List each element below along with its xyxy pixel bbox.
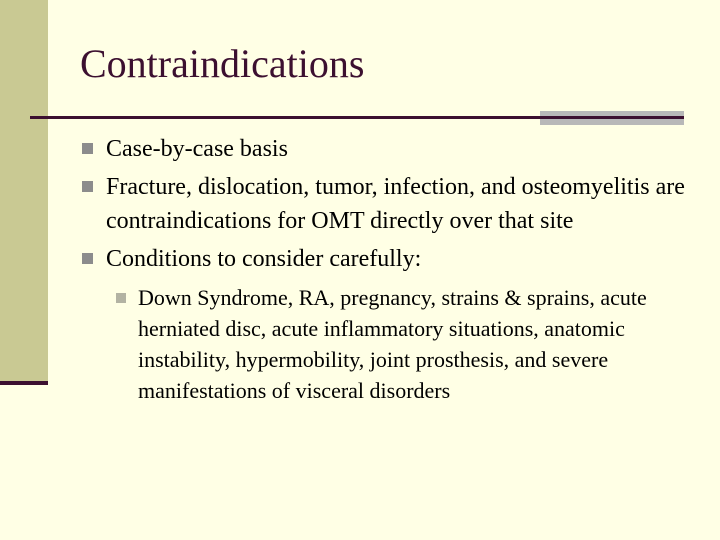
title-divider-accent-line	[540, 116, 684, 119]
square-bullet-icon	[116, 293, 126, 303]
bullet-text: Conditions to consider carefully:	[106, 246, 422, 272]
sub-bullet-item	[116, 282, 692, 406]
sub-bullet-text: Down Syndrome, RA, pregnancy, strains & sprains, acute herniated disc, acute inflammatory situations, anatomic instability, hypermobility, joint prosthesis, and severe manifestations of visceral disorders	[138, 285, 647, 403]
square-bullet-icon	[82, 181, 93, 192]
bullet-item	[82, 170, 692, 238]
slide-body	[82, 132, 692, 406]
slide-title: Contraindications	[80, 41, 365, 86]
left-accent-underline	[0, 381, 48, 385]
bullet-item	[82, 132, 692, 166]
left-accent-band	[0, 0, 48, 383]
bullet-item	[82, 242, 692, 276]
bullet-text: Fracture, dislocation, tumor, infection, and osteomyelitis are contraindications for OMT directly over that site	[106, 174, 685, 234]
square-bullet-icon	[82, 253, 93, 264]
bullet-text: Case-by-case basis	[106, 136, 288, 162]
square-bullet-icon	[82, 143, 93, 154]
